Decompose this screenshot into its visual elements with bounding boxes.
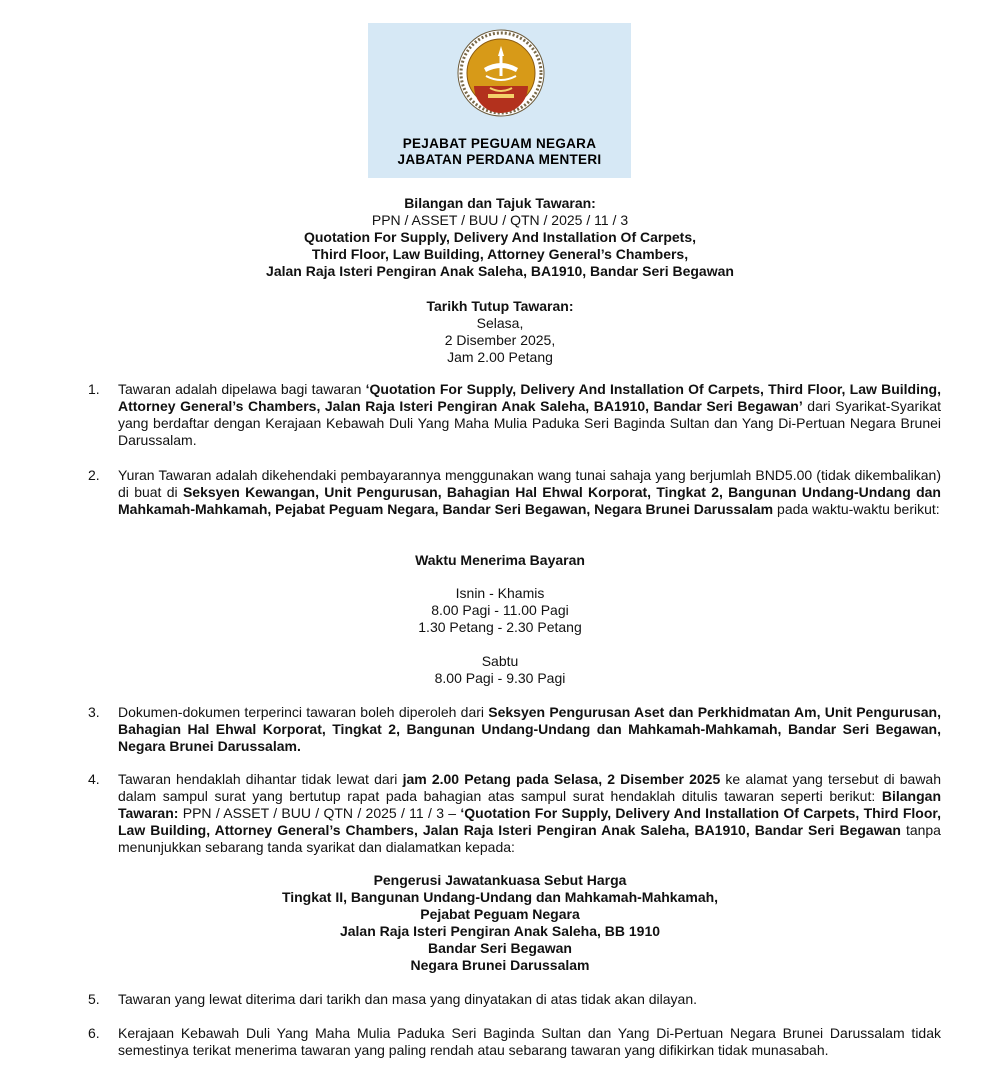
item-number: 6. — [88, 1025, 100, 1041]
item-text-segment: Seksyen Pengurusan Aset dan Perkhidmatan Am, Unit Pengurusan, Bahagian Hal Ehwal Korporat, Tingkat 2, Bangunan Undang-Undang dan Mahkamah-Mahkamah, Bandar Seri Begawan, Negara Brunei Darussalam. — [118, 704, 941, 754]
item-text-segment: Bilangan Tawaran: — [118, 788, 941, 821]
item-text — [118, 991, 941, 1008]
tender-title-label: Bilangan dan Tajuk Tawaran: — [404, 195, 596, 211]
address-block — [0, 872, 1000, 974]
item-number: 4. — [88, 771, 100, 787]
address-line: Bandar Seri Begawan — [428, 940, 572, 956]
item-text-segment: ‘Quotation For Supply, Delivery And Installation Of Carpets, Third Floor, Law Building, Attorney General’s Chambers, Jalan Raja Isteri Pengiran Anak Saleha, BA1910, Bandar Seri Begawan — [118, 805, 941, 838]
item-text-segment: Tawaran adalah dipelawa bagi tawaran — [118, 381, 366, 397]
address-line: Negara Brunei Darussalam — [410, 957, 590, 973]
payment-times-title: Waktu Menerima Bayaran — [415, 552, 585, 568]
header-banner — [368, 23, 631, 178]
item-text-segment: Tawaran yang lewat diterima dari tarikh dan masa yang dinyatakan di atas tidak akan dilayan. — [118, 991, 697, 1007]
item-text-segment: Tawaran hendaklah dihantar tidak lewat dari — [118, 771, 403, 787]
tender-ref: PPN / ASSET / BUU / QTN / 2025 / 11 / 3 — [371, 212, 629, 228]
item-text-segment: pada waktu-waktu berikut: — [773, 501, 940, 517]
closing-label: Tarikh Tutup Tawaran: — [426, 298, 574, 314]
item-text-segment: PPN / ASSET / BUU / QTN / 2025 / 11 / 3 – — [178, 805, 461, 821]
weekday-slot: 1.30 Petang - 2.30 Petang — [418, 619, 582, 635]
tender-title-block — [0, 195, 1000, 280]
closing-day: Selasa, — [476, 315, 524, 331]
address-line: Pejabat Peguam Negara — [420, 906, 580, 922]
item-text — [118, 381, 941, 449]
payment-weekday-block — [0, 585, 1000, 636]
tender-title-line: Third Floor, Law Building, Attorney General’s Chambers, — [311, 246, 689, 262]
item-text — [118, 467, 941, 518]
closing-date: 2 Disember 2025, — [444, 332, 556, 348]
payment-saturday-block — [0, 653, 1000, 687]
item-text-segment: tanpa menunjukkan sebarang tanda syarikat dan dialamatkan kepada: — [118, 822, 941, 855]
item-text-segment: ke alamat yang tersebut di bawah dalam sampul surat yang bertutup rapat pada bahagian atas sampul surat hendaklah ditulis tawaran seperti berikut: — [118, 771, 942, 804]
item-text-segment: jam 2.00 Petang pada Selasa, 2 Disember 2025 — [402, 771, 721, 787]
address-line: Pengerusi Jawatankuasa Sebut Harga — [373, 872, 627, 888]
item-text — [118, 1025, 941, 1059]
item-text-segment: Dokumen-dokumen terperinci tawaran boleh diperoleh dari — [118, 704, 489, 720]
state-emblem-icon — [456, 28, 546, 118]
payment-times-block — [0, 552, 1000, 569]
item-text-segment: ‘Quotation For Supply, Delivery And Installation Of Carpets, Third Floor, Law Building, Attorney General’s Chambers, Jalan Raja Isteri Pengiran Anak Saleha, BA1910, Bandar Seri Begawan’ — [118, 381, 941, 414]
item-number: 1. — [88, 381, 100, 397]
weekday-label: Isnin - Khamis — [455, 585, 545, 601]
item-number: 2. — [88, 467, 100, 483]
item-number: 3. — [88, 704, 100, 720]
org-name-line1: PEJABAT PEGUAM NEGARA — [402, 136, 597, 151]
address-line: Jalan Raja Isteri Pengiran Anak Saleha, BB 1910 — [339, 923, 661, 939]
closing-date-block — [0, 298, 1000, 366]
item-text — [118, 704, 941, 755]
item-text-segment: Kerajaan Kebawah Duli Yang Maha Mulia Paduka Seri Baginda Sultan dan Yang Di-Pertuan Negara Brunei Darussalam tidak semestinya terikat menerima tawaran yang paling rendah atau sebarang tawaran yang difikirkan tidak munasabah. — [118, 1025, 941, 1058]
item-text-segment: dari Syarikat-Syarikat yang berdaftar dengan Kerajaan Kebawah Duli Yang Maha Mulia Paduka Seri Baginda Sultan dan Yang Di-Pertuan Negara Brunei Darussalam. — [118, 398, 941, 448]
org-name-line2: JABATAN PERDANA MENTERI — [397, 152, 602, 167]
weekday-slot: 8.00 Pagi - 11.00 Pagi — [431, 602, 569, 618]
closing-time: Jam 2.00 Petang — [447, 349, 553, 365]
item-text — [118, 771, 941, 856]
saturday-label: Sabtu — [481, 653, 519, 669]
tender-title-line: Quotation For Supply, Delivery And Installation Of Carpets, — [303, 229, 697, 245]
item-text-segment: Seksyen Kewangan, Unit Pengurusan, Bahagian Hal Ehwal Korporat, Tingkat 2, Bangunan Undang-Undang dan Mahkamah-Mahkamah, Pejabat Peguam Negara, Bandar Seri Begawan, Negara Brunei Darussalam — [118, 484, 941, 517]
item-number: 5. — [88, 991, 100, 1007]
item-text-segment: Yuran Tawaran adalah dikehendaki pembayarannya menggunakan wang tunai sahaja yang berjumlah BND5.00 (tidak dikembalikan) di buat di — [118, 467, 941, 500]
address-line: Tingkat II, Bangunan Undang-Undang dan Mahkamah-Mahkamah, — [281, 889, 719, 905]
saturday-slot: 8.00 Pagi - 9.30 Pagi — [434, 670, 566, 686]
tender-title-line: Jalan Raja Isteri Pengiran Anak Saleha, BA1910, Bandar Seri Begawan — [266, 263, 734, 279]
